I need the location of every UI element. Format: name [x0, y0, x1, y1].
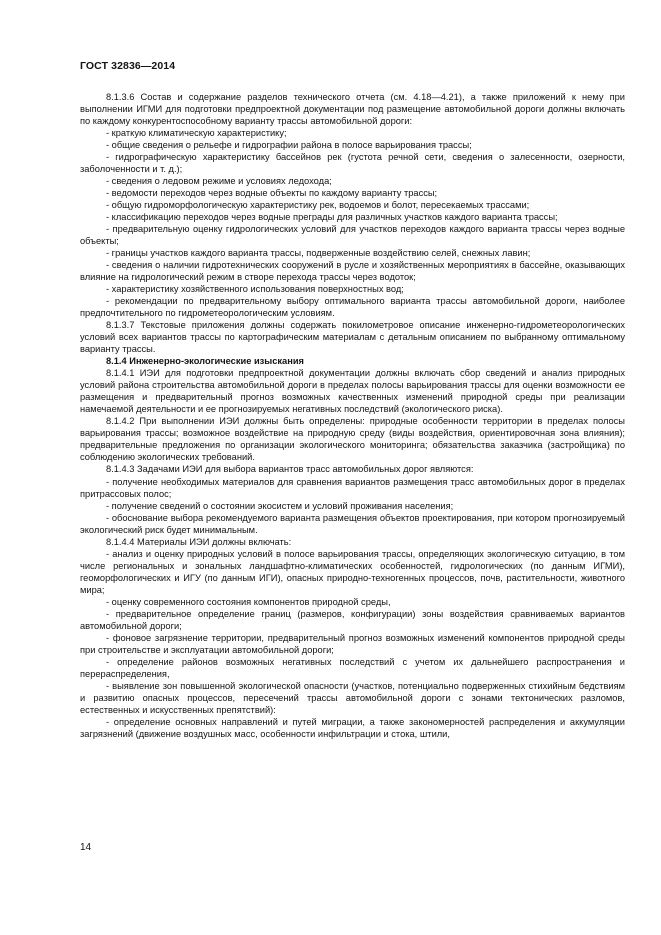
- list-item: - гидрографическую характеристику бассейнов рек (густота речной сети, сведения о залесенности, озерности, заболоченности и т. д.);: [80, 152, 625, 175]
- list-item: - общие сведения о рельефе и гидрографии района в полосе варьирования трассы;: [106, 140, 472, 151]
- list-item: - обоснование выбора рекомендуемого варианта размещения объектов проектирования, при котором прогнозируемый экологический риск будет минимальным.: [80, 512, 625, 535]
- list-item: - сведения о наличии гидротехнических сооружений в русле и хозяйственных мероприятиях в бассейне, оказывающих влияние на гидрологический режим в створе перехода трассы через водоток;: [80, 260, 625, 283]
- paragraph: 8.1.4.3 Задачами ИЭИ для выбора вариантов трасс автомобильных дорог являются:: [106, 464, 474, 475]
- list-item: - характеристику хозяйственного использования поверхностных вод;: [106, 284, 404, 295]
- list-item: - выявление зон повышенной экологической опасности (участков, потенциально подверженных стихийным бедствиям и развитию опасных процессов, пересечений трассы автомобильной дороги с зонами тектонических разломов, естественных и искусственных препятствий):: [80, 680, 625, 715]
- list-item: - краткую климатическую характеристику;: [106, 128, 287, 139]
- list-item: - общую гидроморфологическую характеристику рек, водоемов и болот, пересекаемых трассами;: [106, 200, 530, 211]
- document-header: ГОСТ 32836—2014: [80, 60, 176, 72]
- page-number: 14: [80, 842, 92, 853]
- list-item: - определение районов возможных негативных последствий с учетом их дальнейшего распространения и перераспределения,: [80, 656, 625, 679]
- list-item: - предварительное определение границ (размеров, конфигурации) зоны воздействия сравниваемых вариантов автомобильной дороги;: [80, 608, 625, 631]
- paragraph: 8.1.3.7 Текстовые приложения должны содержать покилометровое описание инженерно-гидрометеорологических условий всех вариантов трассы по картографическим материалам с детальным описанием по выбранному оптимальному варианту трассы.: [80, 320, 625, 355]
- document-body: [80, 91, 625, 740]
- list-item: - сведения о ледовом режиме и условиях ледохода;: [106, 176, 332, 187]
- list-item: - оценку современного состояния компонентов природной среды,: [106, 596, 391, 607]
- section-heading: 8.1.4 Инженерно-экологические изыскания: [106, 356, 304, 367]
- paragraph: 8.1.4.1 ИЭИ для подготовки предпроектной документации должны включать сбор сведений и анализ природных условий района строительства автомобильной дороги в пределах полосы варьирования трассы для оценки возможности ее размещения и предварительный прогноз возможных качественных изменений природной среды при реализации намечаемой деятельности и ее прогнозируемых негативных последствий (экологического риска).: [80, 368, 625, 415]
- list-item: - классификацию переходов через водные преграды для различных участков каждого варианта трассы;: [106, 212, 558, 223]
- list-item: - предварительную оценку гидрологических условий для участков переходов каждого варианта трассы через водные объекты;: [80, 224, 625, 247]
- paragraph: 8.1.4.2 При выполнении ИЭИ должны быть определены: природные особенности территории в пределах полосы варьирования трассы; возможное воздействие на природную среду (виды воздействия, ориентировочная зона влияния); предварительные предложения по организации экологического мониторинга; обязательства заказчика (застройщика) по соблюдению экологических требований.: [80, 416, 625, 463]
- list-item: - границы участков каждого варианта трассы, подверженные воздействию селей, снежных лавин;: [106, 248, 531, 259]
- list-item: - получение необходимых материалов для сравнения вариантов размещения трасс автомобильных дорог в пределах притрассовых полос;: [80, 476, 625, 499]
- paragraph: 8.1.4.4 Материалы ИЭИ должны включать:: [106, 536, 292, 547]
- list-item: - анализ и оценку природных условий в полосе варьирования трассы, определяющих экологическую ситуацию, в том числе региональных и зональных ландшафтно-климатических особенностей, гидрологических (по данным ИГМИ), геоморфологических и ИГУ (по данным ИГИ), опасных природно-техногенных процессов, почв, растительности, животного мира;: [80, 548, 625, 595]
- paragraph: 8.1.3.6 Состав и содержание разделов технического отчета (см. 4.18—4.21), а также приложений к нему при выполнении ИГМИ для подготовки предпроектной документации под размещение автомобильной дороги должны включать по каждому конкурентоспособному варианту трассы автомобильной дороги:: [80, 92, 625, 127]
- list-item: - ведомости переходов через водные объекты по каждому варианту трассы;: [106, 188, 438, 199]
- list-item: - фоновое загрязнение территории, предварительный прогноз возможных изменений компонентов природной среды при строительстве и эксплуатации автомобильной дороги;: [80, 632, 625, 655]
- list-item: - определение основных направлений и путей миграции, а также закономерностей распределения и аккумуляции загрязнений (движение воздушных масс, особенности инфильтрации и стока, штили,: [80, 716, 625, 739]
- list-item: - получение сведений о состоянии экосистем и условий проживания населения;: [106, 500, 454, 511]
- list-item: - рекомендации по предварительному выбору оптимального варианта трассы автомобильной дороги, наиболее предпочтительного по гидрометеорологическим условиям.: [80, 296, 625, 319]
